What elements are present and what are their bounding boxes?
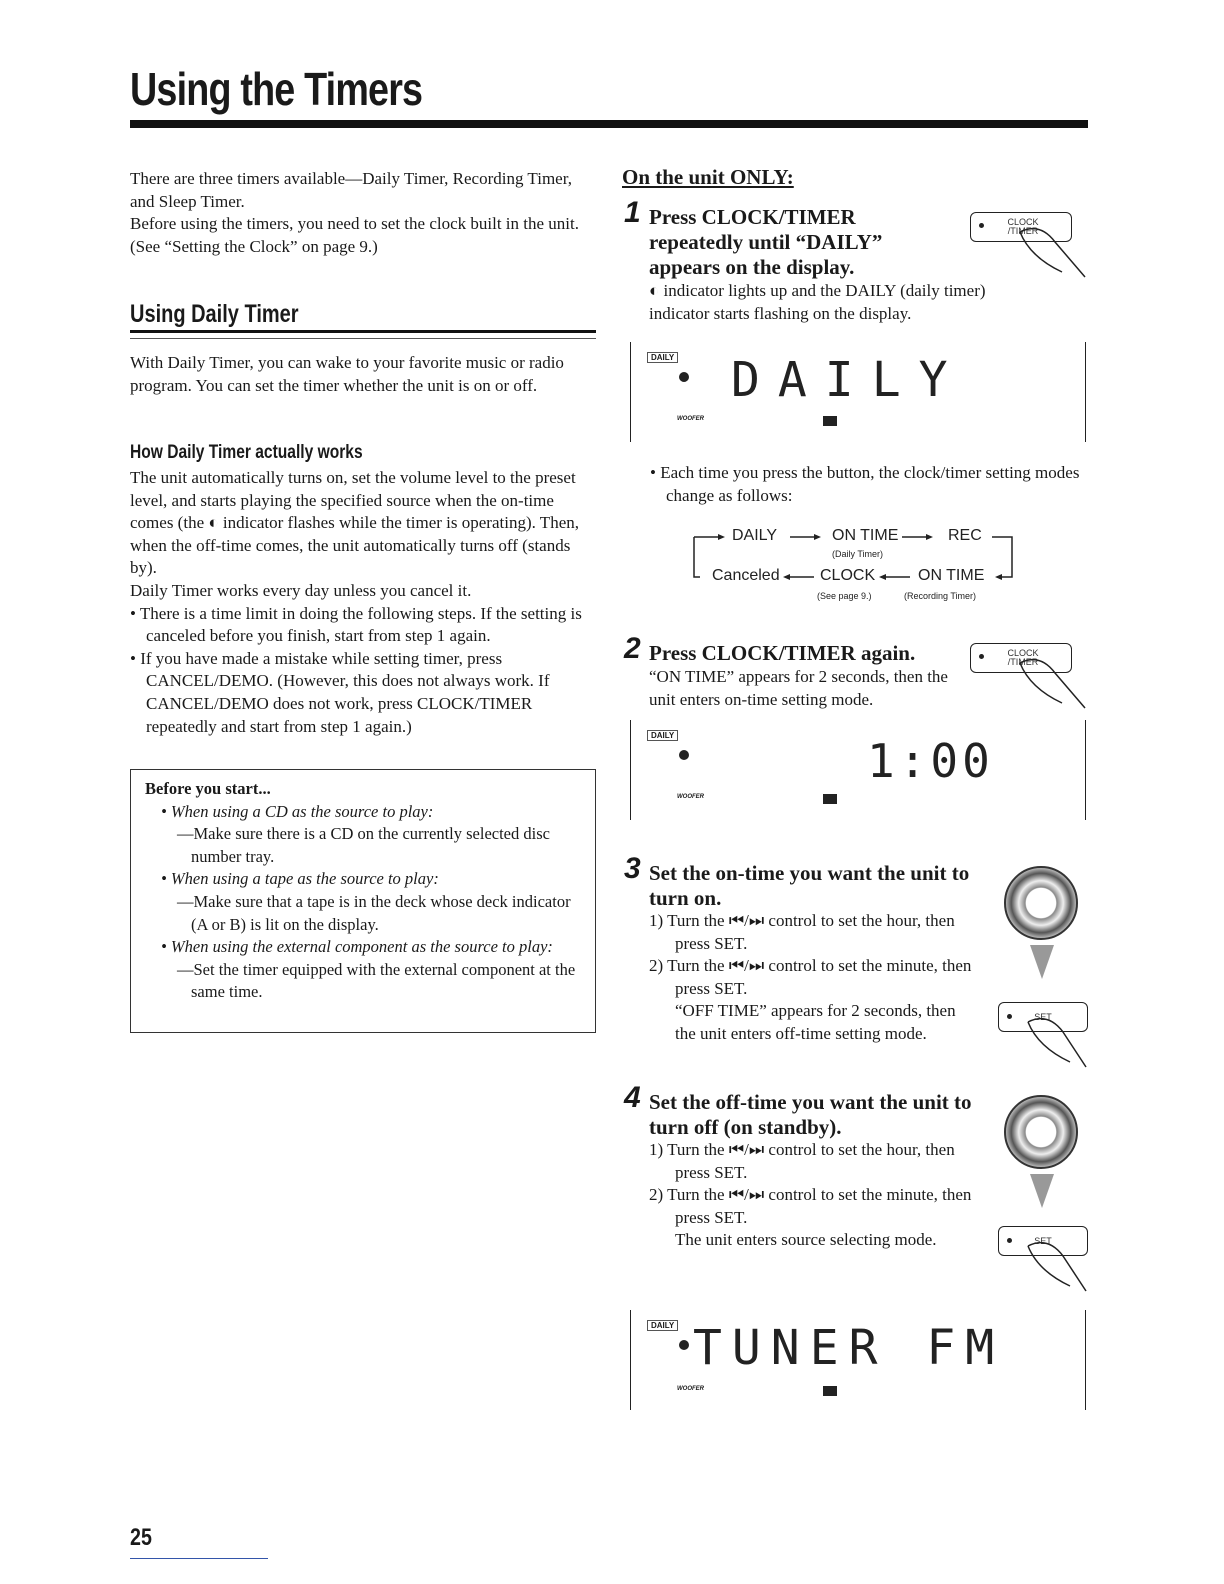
- flow-on-time-note: (Daily Timer): [832, 549, 883, 559]
- step-number: 2: [624, 632, 641, 665]
- display-daily: [630, 342, 1086, 442]
- box-item-text: —Make sure that a tape is in the deck whose deck indicator (A or B) is lit on the display.: [177, 891, 571, 934]
- finger-press-icon: [1018, 1236, 1090, 1296]
- page-number: 25: [130, 1524, 152, 1551]
- step3-note: “OFF TIME” appears for 2 seconds, then the unit enters off-time setting mode.: [675, 1001, 956, 1043]
- step3-body: [649, 910, 989, 1046]
- timer-icon: [679, 1340, 689, 1350]
- lcd-text: TUNER FM: [693, 1320, 1005, 1376]
- step1-bullet: • Each time you press the button, the clock/timer setting modes change as follows:: [650, 463, 1080, 505]
- step2-heading: Press CLOCK/TIMER again.: [649, 641, 916, 665]
- step4-item: 1) Turn the ⏮/⏭ control to set the hour, then press SET.: [649, 1140, 955, 1182]
- unit-only-label: On the unit ONLY:: [622, 165, 794, 189]
- finger-press-icon: [1010, 653, 1090, 713]
- heading-rule-thin: [130, 338, 596, 339]
- woofer-indicator: WOOFER: [677, 1386, 704, 1392]
- how-p2: Daily Timer works every day unless you cancel it.: [130, 580, 472, 600]
- daily-timer-heading: Using Daily Timer: [130, 300, 299, 328]
- flow-canceled: Canceled: [712, 567, 780, 584]
- intro: [130, 168, 596, 258]
- box-item-lead: • When using a CD as the source to play:: [161, 801, 434, 821]
- timer-icon: [679, 372, 689, 382]
- tape-indicator: [823, 416, 837, 426]
- tape-indicator: [823, 794, 837, 804]
- step4-body: [649, 1139, 989, 1252]
- bullet-item: • If you have made a mistake while setting timer, press CANCEL/DEMO. (However, this does not always work. If CANCEL/DEMO does not work, press CLOCK/TIMER repeatedly and start from step 1 again.): [130, 648, 550, 736]
- flow-daily: DAILY: [732, 527, 778, 544]
- intro-p2: Before using the timers, you need to set the clock built in the unit. (See “Setting the Clock” on page 9.): [130, 214, 579, 256]
- arrow-down-icon: [1030, 1174, 1054, 1208]
- display-tuner-fm: [630, 1310, 1086, 1410]
- tape-indicator: [823, 1386, 837, 1396]
- heading-rule: [130, 330, 596, 333]
- how-p1: The unit automatically turns on, set the volume level to the preset level, and starts playing the specified source when the on-time comes (the ◐ indicator flashes while the timer is operating). Then, when the off-time comes, the unit automatically turns off (stands by).: [130, 468, 579, 578]
- step4-heading: Set the off-time you want the unit to turn off (on standby).: [649, 1090, 972, 1139]
- multi-control-knob[interactable]: [1004, 866, 1078, 940]
- flow-on-time-rec: ON TIME: [918, 567, 985, 584]
- box-item-text: —Set the timer equipped with the external component at the same time.: [177, 959, 576, 1002]
- finger-press-icon: [1018, 1012, 1090, 1072]
- how-heading: How Daily Timer actually works: [130, 442, 363, 463]
- step-number: 1: [624, 196, 641, 229]
- daily-indicator: DAILY: [647, 352, 678, 363]
- step3-item: 1) Turn the ⏮/⏭ control to set the hour, then press SET.: [649, 911, 955, 953]
- step-number: 4: [624, 1081, 641, 1114]
- step4-item: 2) Turn the ⏮/⏭ control to set the minute, then press SET.: [649, 1185, 972, 1227]
- step4-note: The unit enters source selecting mode.: [675, 1230, 937, 1250]
- bullet-item: • There is a time limit in doing the following steps. If the setting is canceled before you finish, start from step 1 again.: [130, 603, 582, 646]
- before-you-start-box: [130, 769, 596, 1033]
- how-body: [130, 467, 596, 738]
- flow-rec: REC: [948, 527, 982, 544]
- step-number: 3: [624, 852, 641, 885]
- display-on-time: [630, 720, 1086, 820]
- clock-timer-button[interactable]: CLOCK /TIMER: [970, 643, 1072, 673]
- mode-flow-diagram: [690, 525, 1020, 605]
- flow-on-time-rec-note: (Recording Timer): [904, 591, 977, 601]
- intro-p1: There are three timers available—Daily Timer, Recording Timer, and Sleep Timer.: [130, 169, 572, 211]
- flow-clock-note: (See page 9.): [817, 591, 872, 601]
- step1-text: ◐ indicator lights up and the DAILY (daily timer) indicator starts flashing on the display.: [649, 281, 986, 323]
- finger-press-icon: [1010, 222, 1090, 282]
- step2-text: “ON TIME” appears for 2 seconds, then the unit enters on-time setting mode.: [649, 667, 948, 709]
- box-item-text: —Make sure there is a CD on the currently selected disc number tray.: [177, 824, 550, 866]
- box-item-lead: • When using the external component as the source to play:: [161, 937, 553, 957]
- multi-control-knob[interactable]: [1004, 1095, 1078, 1169]
- clock-timer-button[interactable]: CLOCK /TIMER: [970, 212, 1072, 242]
- step3-heading: Set the on-time you want the unit to turn on.: [649, 861, 970, 910]
- page-number-rule: [130, 1558, 268, 1559]
- timer-icon: [679, 750, 689, 760]
- daily-indicator: DAILY: [647, 1320, 678, 1331]
- page-title: Using the Timers: [130, 63, 423, 115]
- set-button[interactable]: SET: [998, 1226, 1088, 1256]
- step1-heading: Press CLOCK/TIMER repeatedly until “DAILY” appears on the display.: [649, 205, 883, 279]
- daily-indicator: DAILY: [647, 730, 678, 741]
- woofer-indicator: WOOFER: [677, 794, 704, 800]
- set-button[interactable]: SET: [998, 1002, 1088, 1032]
- step3-item: 2) Turn the ⏮/⏭ control to set the minute, then press SET.: [649, 956, 972, 998]
- flow-clock: CLOCK: [820, 567, 876, 584]
- lcd-text: 1:00: [867, 734, 994, 788]
- lcd-text: DAILY: [731, 352, 966, 408]
- title-rule: [130, 120, 1088, 128]
- box-heading: Before you start...: [145, 779, 271, 798]
- daily-intro: With Daily Timer, you can wake to your favorite music or radio program. You can set the timer whether the unit is on or off.: [130, 353, 564, 395]
- flow-on-time: ON TIME: [832, 527, 899, 544]
- woofer-indicator: WOOFER: [677, 416, 704, 422]
- arrow-down-icon: [1030, 945, 1054, 979]
- box-item-lead: • When using a tape as the source to play:: [161, 869, 439, 889]
